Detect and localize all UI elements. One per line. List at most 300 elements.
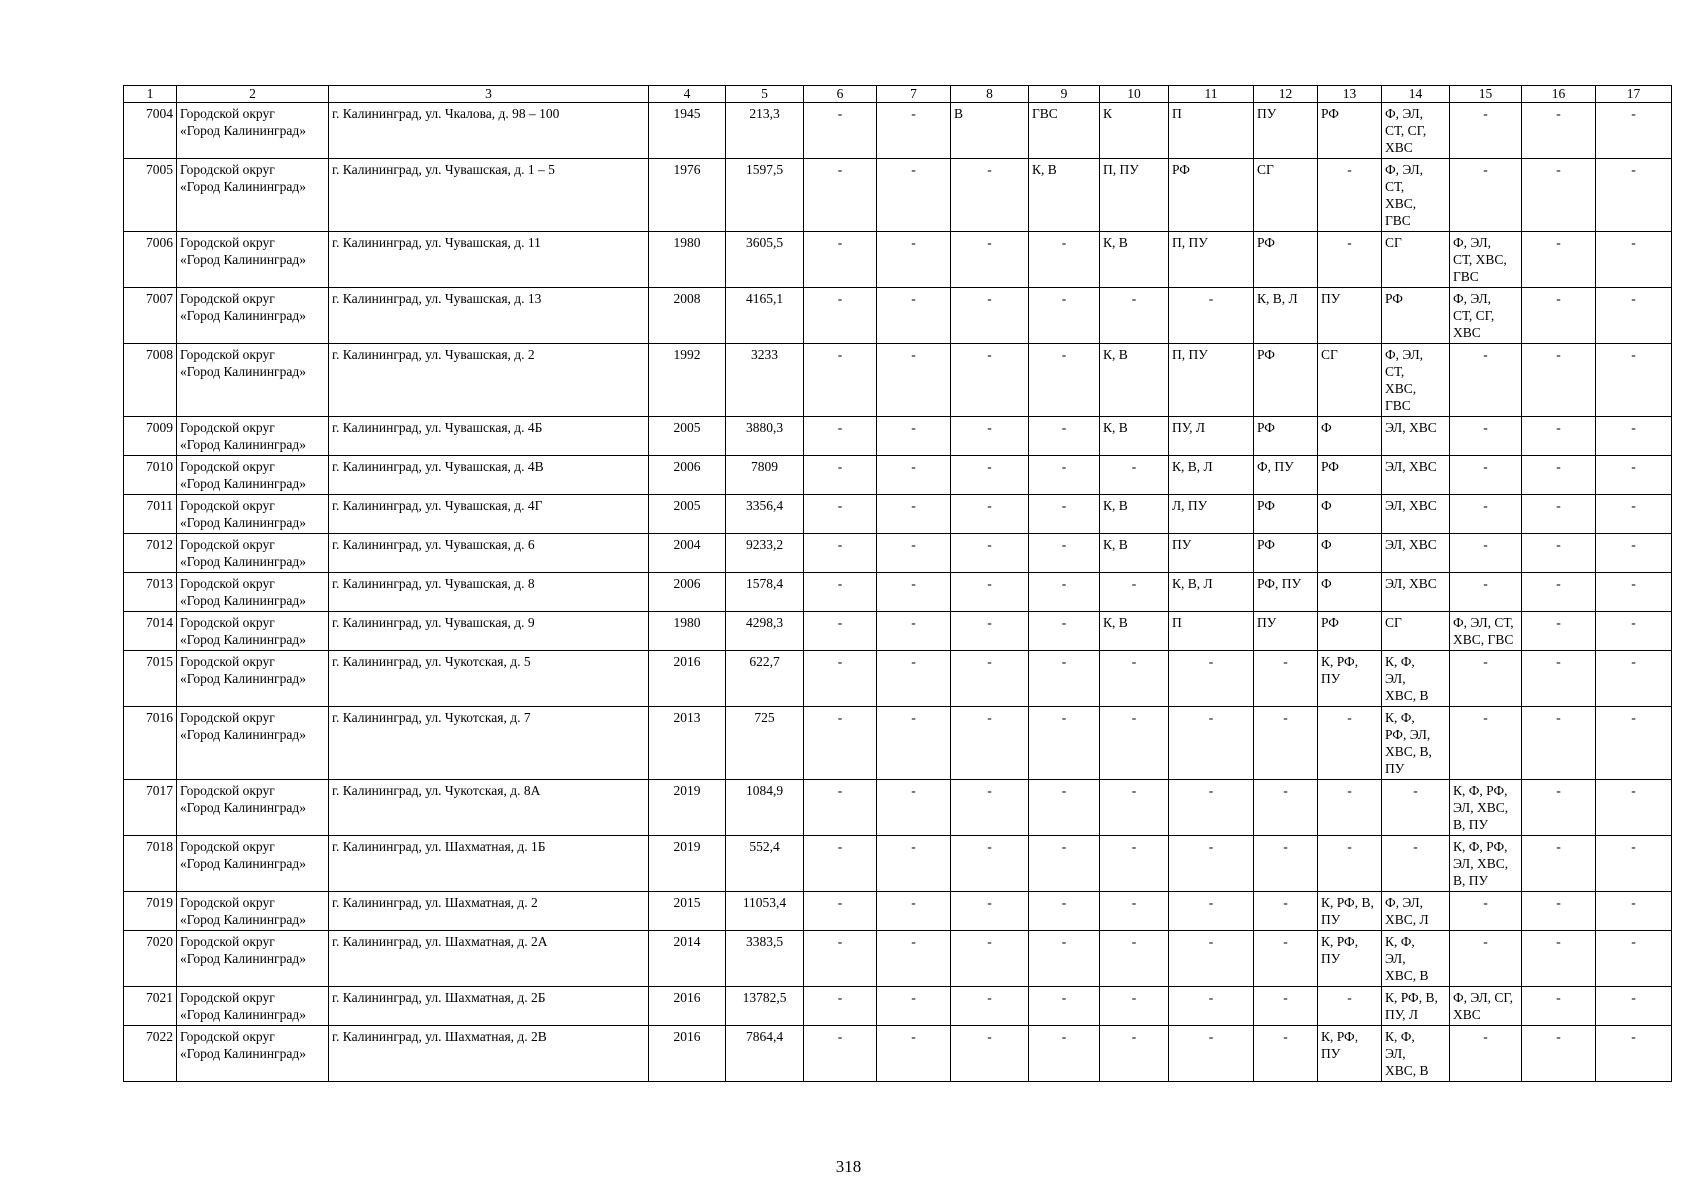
table-cell: - (1029, 288, 1100, 344)
table-cell: - (1596, 931, 1672, 987)
row-number-cell: 7014 (124, 612, 177, 651)
table-cell: - (1100, 1026, 1169, 1082)
table-cell: - (951, 651, 1029, 707)
table-cell: РФ (1318, 103, 1382, 159)
table-cell: - (1450, 573, 1522, 612)
table-cell: К, РФ, ПУ (1318, 1026, 1382, 1082)
table-cell: г. Калининград, ул. Шахматная, д. 1Б (329, 836, 649, 892)
table-cell: - (1596, 456, 1672, 495)
table-cell: - (951, 495, 1029, 534)
table-cell: - (804, 987, 877, 1026)
column-header-8: 8 (951, 86, 1029, 103)
table-cell: 1945 (649, 103, 726, 159)
table-cell: - (1318, 987, 1382, 1026)
table-cell: РФ (1254, 232, 1318, 288)
table-cell: Городской округ «Город Калининград» (177, 651, 329, 707)
table-cell: - (1596, 288, 1672, 344)
table-cell: - (1318, 780, 1382, 836)
table-cell: - (1169, 780, 1254, 836)
table-cell: - (1522, 612, 1596, 651)
table-cell: - (1522, 344, 1596, 417)
table-cell: СГ (1318, 344, 1382, 417)
table-cell: - (1522, 780, 1596, 836)
table-cell: - (1450, 534, 1522, 573)
table-cell: - (1522, 1026, 1596, 1082)
table-cell: - (1100, 836, 1169, 892)
table-cell: К, В (1100, 534, 1169, 573)
table-cell: 3605,5 (726, 232, 804, 288)
table-cell: К, Ф, ЭЛ, ХВС, В (1382, 1026, 1450, 1082)
table-cell: - (1254, 836, 1318, 892)
column-header-17: 17 (1596, 86, 1672, 103)
table-cell: К (1100, 103, 1169, 159)
table-cell: г. Калининград, ул. Чкалова, д. 98 – 100 (329, 103, 649, 159)
table-row (124, 987, 1672, 1026)
row-number-cell: 7005 (124, 159, 177, 232)
table-cell: - (951, 344, 1029, 417)
table-cell: 1084,9 (726, 780, 804, 836)
table-cell: 3356,4 (726, 495, 804, 534)
table-cell: П, ПУ (1169, 344, 1254, 417)
table-cell: Городской округ «Город Калининград» (177, 456, 329, 495)
table-cell: - (1450, 417, 1522, 456)
table-cell: РФ (1254, 417, 1318, 456)
table-cell: - (1169, 1026, 1254, 1082)
table-cell: 2019 (649, 836, 726, 892)
table-cell: - (1318, 159, 1382, 232)
table-cell: Городской округ «Город Калининград» (177, 159, 329, 232)
table-cell: - (1596, 836, 1672, 892)
table-cell: Городской округ «Город Калининград» (177, 103, 329, 159)
table-cell: - (951, 707, 1029, 780)
table-cell: Ф, ЭЛ, СТ, ХВС, ГВС (1450, 232, 1522, 288)
table-cell: - (1100, 651, 1169, 707)
table-cell: - (1318, 836, 1382, 892)
table-cell: - (877, 612, 951, 651)
table-cell: - (877, 707, 951, 780)
table-cell: - (1029, 573, 1100, 612)
table-cell: - (1450, 344, 1522, 417)
table-cell: РФ (1169, 159, 1254, 232)
table-cell: 7809 (726, 456, 804, 495)
table-cell: РФ (1254, 534, 1318, 573)
table-cell: Ф, ЭЛ, СТ, СГ, ХВС (1382, 103, 1450, 159)
table-cell: Л, ПУ (1169, 495, 1254, 534)
table-cell: - (1169, 987, 1254, 1026)
table-cell: - (1029, 651, 1100, 707)
table-cell: Ф (1318, 534, 1382, 573)
table-cell: - (1100, 456, 1169, 495)
table-row (124, 892, 1672, 931)
table-cell: - (1029, 495, 1100, 534)
table-cell: - (804, 612, 877, 651)
table-cell: - (1254, 892, 1318, 931)
table-cell: Городской округ «Город Калининград» (177, 534, 329, 573)
table-cell: Ф, ЭЛ, СТ, ХВС, ГВС (1382, 344, 1450, 417)
table-cell: 1976 (649, 159, 726, 232)
table-cell: К, Ф, ЭЛ, ХВС, В (1382, 931, 1450, 987)
table-cell: - (1450, 892, 1522, 931)
column-header-15: 15 (1450, 86, 1522, 103)
table-cell: г. Калининград, ул. Чувашская, д. 2 (329, 344, 649, 417)
table-cell: 2005 (649, 495, 726, 534)
column-header-6: 6 (804, 86, 877, 103)
table-cell: - (951, 612, 1029, 651)
table-cell: 7864,4 (726, 1026, 804, 1082)
table-cell: - (1100, 987, 1169, 1026)
table-row (124, 344, 1672, 417)
table-cell: К, РФ, В, ПУ, Л (1382, 987, 1450, 1026)
table-cell: - (1596, 1026, 1672, 1082)
table-cell: - (951, 780, 1029, 836)
table-cell: Городской округ «Город Калининград» (177, 495, 329, 534)
table-cell: 4165,1 (726, 288, 804, 344)
table-cell: - (1596, 573, 1672, 612)
table-cell: - (804, 344, 877, 417)
table-cell: - (804, 103, 877, 159)
row-number-cell: 7010 (124, 456, 177, 495)
table-cell: 1980 (649, 232, 726, 288)
table-cell: ЭЛ, ХВС (1382, 534, 1450, 573)
row-number-cell: 7019 (124, 892, 177, 931)
table-cell: 213,3 (726, 103, 804, 159)
table-cell: - (951, 232, 1029, 288)
table-cell: Городской округ «Город Калининград» (177, 612, 329, 651)
table-cell: - (1169, 836, 1254, 892)
table-cell: РФ, ПУ (1254, 573, 1318, 612)
table-cell: - (877, 534, 951, 573)
page-number: 318 (835, 1157, 862, 1176)
table-cell: - (804, 159, 877, 232)
table-cell: ЭЛ, ХВС (1382, 495, 1450, 534)
table-cell: 2004 (649, 534, 726, 573)
column-header-11: 11 (1169, 86, 1254, 103)
table-row (124, 534, 1672, 573)
row-number-cell: 7007 (124, 288, 177, 344)
table-cell: - (1522, 159, 1596, 232)
column-header-12: 12 (1254, 86, 1318, 103)
table-cell: - (877, 931, 951, 987)
table-cell: 3880,3 (726, 417, 804, 456)
column-header-1: 1 (124, 86, 177, 103)
table-cell: - (1029, 417, 1100, 456)
table-cell: - (1596, 651, 1672, 707)
table-row (124, 417, 1672, 456)
table-cell: - (1029, 344, 1100, 417)
table-cell: г. Калининград, ул. Шахматная, д. 2Б (329, 987, 649, 1026)
table-cell: - (1100, 892, 1169, 931)
table-cell: ПУ, Л (1169, 417, 1254, 456)
table-cell: - (804, 534, 877, 573)
table-cell: - (1029, 534, 1100, 573)
table-cell: 2014 (649, 931, 726, 987)
table-cell: г. Калининград, ул. Чукотская, д. 8А (329, 780, 649, 836)
table-cell: 2016 (649, 987, 726, 1026)
table-cell: 4298,3 (726, 612, 804, 651)
table-cell: г. Калининград, ул. Чукотская, д. 7 (329, 707, 649, 780)
table-cell: 552,4 (726, 836, 804, 892)
table-body (124, 103, 1672, 1082)
table-cell: - (1522, 456, 1596, 495)
table-cell: - (1522, 931, 1596, 987)
table-cell: - (804, 836, 877, 892)
table-cell: - (804, 573, 877, 612)
table-cell: 11053,4 (726, 892, 804, 931)
table-cell: - (951, 1026, 1029, 1082)
table-cell: - (1596, 103, 1672, 159)
table-cell: - (877, 651, 951, 707)
table-row (124, 780, 1672, 836)
table-cell: К, В (1100, 417, 1169, 456)
table-cell: г. Калининград, ул. Чувашская, д. 9 (329, 612, 649, 651)
table-cell: - (804, 288, 877, 344)
table-cell: 2005 (649, 417, 726, 456)
table-cell: ЭЛ, ХВС (1382, 417, 1450, 456)
table-row (124, 836, 1672, 892)
table-cell: - (1029, 987, 1100, 1026)
table-cell: г. Калининград, ул. Шахматная, д. 2В (329, 1026, 649, 1082)
table-cell: Ф (1318, 417, 1382, 456)
row-number-cell: 7013 (124, 573, 177, 612)
table-cell: - (1029, 456, 1100, 495)
column-header-3: 3 (329, 86, 649, 103)
table-cell: г. Калининград, ул. Чувашская, д. 4Г (329, 495, 649, 534)
table-cell: - (1596, 892, 1672, 931)
table-cell: - (1596, 232, 1672, 288)
table-cell: К, Ф, РФ, ЭЛ, ХВС, В, ПУ (1382, 707, 1450, 780)
table-cell: - (1029, 612, 1100, 651)
table-cell: - (804, 892, 877, 931)
table-cell: - (1596, 612, 1672, 651)
table-cell: г. Калининград, ул. Чукотская, д. 5 (329, 651, 649, 707)
row-number-cell: 7004 (124, 103, 177, 159)
table-cell: - (804, 417, 877, 456)
table-cell: 2006 (649, 573, 726, 612)
table-cell: - (1382, 836, 1450, 892)
column-header-14: 14 (1382, 86, 1450, 103)
table-cell: - (1522, 534, 1596, 573)
table-cell: - (804, 707, 877, 780)
table-cell: - (951, 417, 1029, 456)
table-cell: 1578,4 (726, 573, 804, 612)
table-cell: - (1254, 707, 1318, 780)
table-row (124, 931, 1672, 987)
table-cell: ПУ (1254, 612, 1318, 651)
table-cell: - (877, 159, 951, 232)
table-cell: - (1596, 707, 1672, 780)
table-cell: К, РФ, ПУ (1318, 931, 1382, 987)
table-cell: Ф, ЭЛ, СТ, ХВС, ГВС (1450, 612, 1522, 651)
table-cell: - (1522, 288, 1596, 344)
row-number-cell: 7017 (124, 780, 177, 836)
table-cell: - (1450, 707, 1522, 780)
table-cell: Ф, ЭЛ, ХВС, Л (1382, 892, 1450, 931)
table-cell: 9233,2 (726, 534, 804, 573)
column-header-16: 16 (1522, 86, 1596, 103)
table-cell: РФ (1318, 456, 1382, 495)
table-cell: К, В, Л (1169, 456, 1254, 495)
table-row (124, 232, 1672, 288)
table-cell: г. Калининград, ул. Чувашская, д. 1 – 5 (329, 159, 649, 232)
table-cell: - (1522, 707, 1596, 780)
table-cell: Ф, ЭЛ, СГ, ХВС (1450, 987, 1522, 1026)
table-cell: РФ (1254, 495, 1318, 534)
table-cell: - (1318, 232, 1382, 288)
table-cell: - (1100, 288, 1169, 344)
table-cell: - (1522, 103, 1596, 159)
table-cell: - (1100, 707, 1169, 780)
table-cell: СГ (1254, 159, 1318, 232)
table-cell: - (804, 651, 877, 707)
table-cell: Ф (1318, 495, 1382, 534)
table-cell: ЭЛ, ХВС (1382, 573, 1450, 612)
table-cell: - (1596, 417, 1672, 456)
table-cell: - (1029, 836, 1100, 892)
table-cell: К, РФ, ПУ (1318, 651, 1382, 707)
registry-table (123, 85, 1672, 1082)
table-cell: РФ (1318, 612, 1382, 651)
table-cell: - (1450, 456, 1522, 495)
table-cell: К, Ф, ЭЛ, ХВС, В (1382, 651, 1450, 707)
table-cell: К, В, Л (1254, 288, 1318, 344)
table-cell: г. Калининград, ул. Чувашская, д. 6 (329, 534, 649, 573)
table-cell: - (804, 232, 877, 288)
table-cell: - (1169, 892, 1254, 931)
table-row (124, 573, 1672, 612)
table-cell: 3233 (726, 344, 804, 417)
row-number-cell: 7015 (124, 651, 177, 707)
row-number-cell: 7021 (124, 987, 177, 1026)
table-cell: К, В (1100, 612, 1169, 651)
table-row (124, 103, 1672, 159)
table-cell: К, В (1100, 232, 1169, 288)
table-cell: Городской округ «Город Калининград» (177, 987, 329, 1026)
table-cell: 1597,5 (726, 159, 804, 232)
table-cell: Городской округ «Город Калининград» (177, 417, 329, 456)
table-cell: - (1029, 780, 1100, 836)
table-cell: - (1450, 931, 1522, 987)
table-cell: - (1450, 1026, 1522, 1082)
table-cell: 725 (726, 707, 804, 780)
table-cell: К, В (1029, 159, 1100, 232)
table-cell: - (1029, 232, 1100, 288)
row-number-cell: 7020 (124, 931, 177, 987)
table-cell: - (1169, 288, 1254, 344)
table-cell: - (951, 534, 1029, 573)
table-cell: - (1169, 931, 1254, 987)
table-cell: Городской округ «Город Калининград» (177, 344, 329, 417)
table-cell: - (1029, 931, 1100, 987)
table-cell: П (1169, 103, 1254, 159)
table-cell: 3383,5 (726, 931, 804, 987)
table-cell: - (951, 288, 1029, 344)
row-number-cell: 7006 (124, 232, 177, 288)
column-header-10: 10 (1100, 86, 1169, 103)
table-cell: 1980 (649, 612, 726, 651)
table-cell: - (877, 288, 951, 344)
table-cell: - (877, 987, 951, 1026)
table-row (124, 159, 1672, 232)
table-row (124, 707, 1672, 780)
table-row (124, 1026, 1672, 1082)
table-cell: - (1450, 159, 1522, 232)
table-cell: 2013 (649, 707, 726, 780)
table-cell: - (951, 892, 1029, 931)
table-cell: - (1522, 232, 1596, 288)
table-cell: 2016 (649, 651, 726, 707)
table-cell: К, В (1100, 495, 1169, 534)
table-cell: - (951, 836, 1029, 892)
table-cell: - (1596, 344, 1672, 417)
table-cell: - (1522, 987, 1596, 1026)
row-number-cell: 7016 (124, 707, 177, 780)
row-number-cell: 7012 (124, 534, 177, 573)
table-cell: - (1522, 892, 1596, 931)
table-cell: СГ (1382, 612, 1450, 651)
table-cell: - (1522, 495, 1596, 534)
table-cell: - (877, 836, 951, 892)
table-cell: 13782,5 (726, 987, 804, 1026)
table-cell: - (951, 931, 1029, 987)
table-cell: Городской округ «Город Калининград» (177, 288, 329, 344)
table-cell: - (1450, 103, 1522, 159)
table-cell: - (1382, 780, 1450, 836)
table-cell: Городской округ «Город Калининград» (177, 931, 329, 987)
table-cell: 622,7 (726, 651, 804, 707)
table-cell: - (1596, 495, 1672, 534)
column-header-9: 9 (1029, 86, 1100, 103)
table-cell: - (1254, 780, 1318, 836)
table-cell: - (804, 931, 877, 987)
table-cell: - (1029, 1026, 1100, 1082)
table-cell: Ф, ЭЛ, СТ, ХВС, ГВС (1382, 159, 1450, 232)
table-cell: РФ (1254, 344, 1318, 417)
table-cell: ПУ (1318, 288, 1382, 344)
table-cell: Ф (1318, 573, 1382, 612)
table-cell: - (1254, 931, 1318, 987)
table-cell: г. Калининград, ул. Чувашская, д. 4В (329, 456, 649, 495)
row-number-cell: 7011 (124, 495, 177, 534)
table-cell: Ф, ПУ (1254, 456, 1318, 495)
column-header-2: 2 (177, 86, 329, 103)
table-cell: - (1029, 892, 1100, 931)
table-cell: - (877, 892, 951, 931)
table-cell: К, РФ, В, ПУ (1318, 892, 1382, 931)
table-cell: ГВС (1029, 103, 1100, 159)
table-row (124, 288, 1672, 344)
table-cell: - (804, 1026, 877, 1082)
table-cell: - (877, 495, 951, 534)
table-cell: - (951, 456, 1029, 495)
table-cell: В (951, 103, 1029, 159)
table-cell: - (877, 573, 951, 612)
table-cell: ЭЛ, ХВС (1382, 456, 1450, 495)
column-header-5: 5 (726, 86, 804, 103)
table-cell: - (1169, 651, 1254, 707)
table-cell: - (1522, 417, 1596, 456)
table-cell: ПУ (1254, 103, 1318, 159)
table-cell: - (804, 495, 877, 534)
table-cell: - (1100, 780, 1169, 836)
table-cell: П, ПУ (1169, 232, 1254, 288)
table-cell: - (804, 456, 877, 495)
table-cell: - (877, 780, 951, 836)
table-row (124, 651, 1672, 707)
table-cell: П (1169, 612, 1254, 651)
table-cell: - (1169, 707, 1254, 780)
table-cell: 2015 (649, 892, 726, 931)
table-cell: 2008 (649, 288, 726, 344)
